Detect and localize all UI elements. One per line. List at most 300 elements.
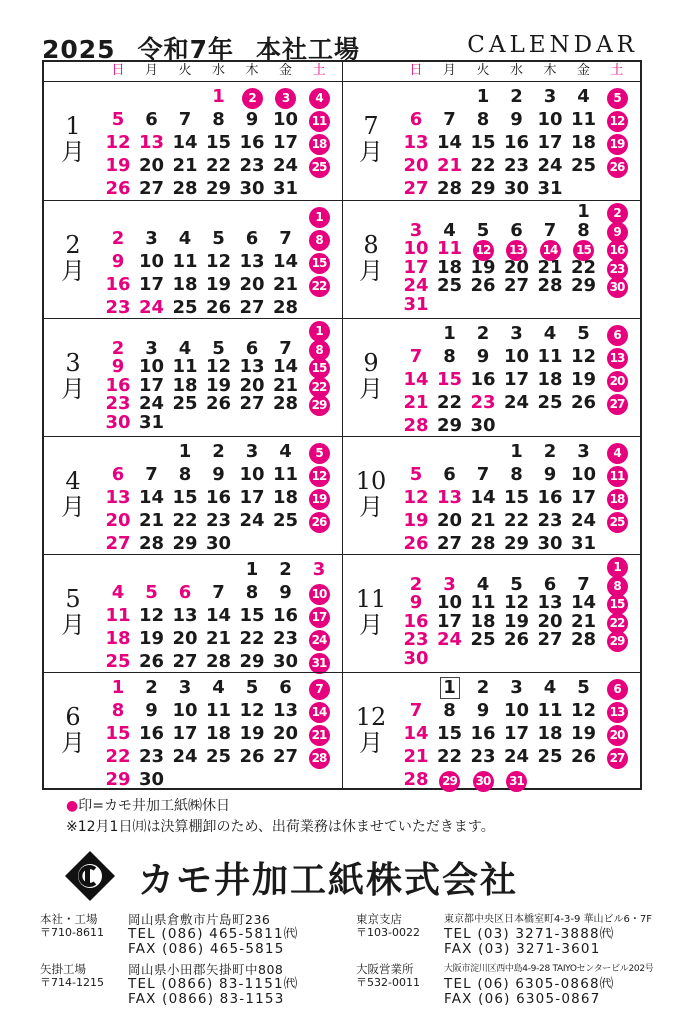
company-holiday-date: 15 xyxy=(302,250,336,273)
calendar-date: 27 xyxy=(172,651,198,672)
calendar-date: 17 xyxy=(239,487,265,508)
calendar-date: 20 xyxy=(172,628,198,649)
company-holiday-date: 25 xyxy=(302,154,336,177)
calendar-date: 8 xyxy=(212,109,225,130)
weekday-header: 金 xyxy=(576,63,590,78)
calendar-date: 16 xyxy=(239,132,265,153)
office-name: 東京支店 xyxy=(356,912,402,926)
calendar-date: 23 xyxy=(138,746,165,767)
company-holiday-date: 14 xyxy=(302,699,336,722)
calendar-date: 10 xyxy=(537,109,563,130)
calendar-date: 3 xyxy=(312,559,326,580)
calendar-date: 21 xyxy=(272,374,299,396)
calendar-date: 11 xyxy=(537,700,563,721)
calendar-date: 4 xyxy=(543,677,557,698)
calendar-date: 2 xyxy=(111,228,125,249)
month-block xyxy=(342,318,640,436)
company-holiday-date: 27 xyxy=(600,745,634,768)
company-holiday-date: 4 xyxy=(600,440,634,463)
calendar-date: 1 xyxy=(111,677,125,698)
calendar-date: 15 xyxy=(239,605,265,626)
calendar-date: 12 xyxy=(138,605,165,626)
calendar-date: 27 xyxy=(138,178,165,199)
calendar-date: 3 xyxy=(409,219,423,241)
calendar-date: 8 xyxy=(178,464,192,485)
weekday-header: 日 xyxy=(111,63,125,78)
calendar-date: 2 xyxy=(543,441,557,462)
calendar-date: 20 xyxy=(239,374,265,396)
inventory-notice: ※12月1日㈪は決算棚卸のため、出荷業務は休ませていただきます。 xyxy=(66,819,495,835)
calendar-date: 23 xyxy=(205,510,232,531)
company-holiday-date: 18 xyxy=(600,486,634,509)
calendar-date: 27 xyxy=(436,533,463,554)
calendar-date: 20 xyxy=(239,274,265,295)
calendar-date: 23 xyxy=(470,392,496,413)
calendar-date: 7 xyxy=(543,219,557,241)
calendar-date: 6 xyxy=(443,464,456,485)
calendar-date: 6 xyxy=(543,573,557,595)
calendar-date: 19 xyxy=(403,510,429,531)
calendar-date: 19 xyxy=(205,374,232,396)
calendar-date: 7 xyxy=(279,337,292,359)
calendar-date: 11 xyxy=(172,356,198,377)
company-holiday-date: 26 xyxy=(302,509,336,532)
month-block xyxy=(44,436,342,554)
company-holiday-date: 8 xyxy=(302,227,336,250)
office-zip: 〒710-8611 xyxy=(40,926,104,939)
office-address: 大阪市淀川区西中島4-9-28 TAIYOセンタービル202号 xyxy=(444,964,654,974)
calendar-date: 21 xyxy=(138,510,165,531)
calendar-date: 6 xyxy=(245,228,259,249)
company-holiday-date: 1 xyxy=(600,557,634,576)
calendar-date: 13 xyxy=(239,251,265,272)
calendar-date: 30 xyxy=(403,647,429,669)
calendar-date: 10 xyxy=(239,464,265,485)
calendar-date: 30 xyxy=(503,178,530,199)
company-holiday-date: 15 xyxy=(302,358,336,377)
company-holiday-date: 1 xyxy=(302,204,336,227)
calendar-date: 6 xyxy=(510,219,523,241)
calendar-date: 24 xyxy=(503,746,530,767)
company-holiday-date: 2 xyxy=(600,203,634,222)
calendar-date: 20 xyxy=(537,610,563,632)
calendar-date: 17 xyxy=(503,369,530,390)
calendar-date: 5 xyxy=(476,219,490,241)
company-holiday-date: 13 xyxy=(500,240,534,259)
calendar-date: 11 xyxy=(105,605,131,626)
calendar-date: 10 xyxy=(272,109,299,130)
month-label: 3 月 xyxy=(61,349,85,403)
calendar-date: 27 xyxy=(239,297,265,318)
calendar-date: 17 xyxy=(537,132,563,153)
calendar-date: 16 xyxy=(503,132,530,153)
company-holiday-date: 15 xyxy=(567,240,601,259)
calendar-date: 11 xyxy=(436,238,463,259)
company-holiday-date: 12 xyxy=(600,108,634,131)
weekday-header: 月 xyxy=(144,63,158,78)
calendar-date: 12 xyxy=(205,356,232,377)
calendar-date: 26 xyxy=(570,392,597,413)
calendar-date: 30 xyxy=(105,411,131,433)
weekday-header: 土 xyxy=(312,63,326,78)
month-label: 5 月 xyxy=(61,585,85,639)
weekday-header: 火 xyxy=(178,63,192,78)
office-fax: FAX (03) 3271-3601 xyxy=(444,941,601,957)
calendar-date: 2 xyxy=(476,677,490,698)
calendar-date: 24 xyxy=(172,746,198,767)
calendar-date: 14 xyxy=(403,369,429,390)
office-address: 岡山県倉敷市片島町236 xyxy=(128,912,271,927)
month-label: 4 月 xyxy=(61,467,85,521)
calendar-date: 19 xyxy=(503,610,530,632)
calendar-date: 4 xyxy=(212,677,225,698)
company-holiday-date: 31 xyxy=(302,650,336,673)
calendar-header xyxy=(42,28,642,62)
company-holiday-date: 30 xyxy=(466,768,500,791)
calendar-date: 29 xyxy=(239,651,265,672)
calendar-date: 14 xyxy=(470,487,496,508)
calendar-date: 26 xyxy=(138,651,165,672)
calendar-date: 16 xyxy=(272,605,299,626)
calendar-date: 12 xyxy=(403,487,429,508)
calendar-date: 19 xyxy=(105,155,131,176)
calendar-date: 14 xyxy=(403,723,429,744)
calendar-date: 26 xyxy=(570,746,597,767)
calendar-date: 22 xyxy=(105,746,131,767)
company-holiday-date: 29 xyxy=(433,768,467,791)
factory-label: 本社工場 xyxy=(256,35,361,64)
calendar-date: 4 xyxy=(476,573,490,595)
notes xyxy=(66,796,495,838)
company-holiday-date: 14 xyxy=(533,240,567,259)
company-holiday-date: 17 xyxy=(302,604,336,627)
calendar-date: 2 xyxy=(510,86,523,107)
calendar-date: 26 xyxy=(503,629,530,650)
calendar-date: 9 xyxy=(510,109,523,130)
calendar-date: 28 xyxy=(205,651,232,672)
calendar-date: 24 xyxy=(537,155,563,176)
calendar-date: 18 xyxy=(470,610,496,632)
calendar-date: 27 xyxy=(403,178,429,199)
calendar-date: 25 xyxy=(470,629,496,650)
calendar-date: 4 xyxy=(577,86,590,107)
calendar-date: 9 xyxy=(543,464,557,485)
calendar-date: 9 xyxy=(145,700,158,721)
company-holiday-date: 7 xyxy=(302,676,336,699)
calendar-date: 10 xyxy=(172,700,198,721)
month-label: 2 月 xyxy=(61,231,85,285)
calendar-date: 9 xyxy=(111,356,125,377)
calendar-date: 16 xyxy=(470,723,496,744)
company-holiday-date: 18 xyxy=(302,131,336,154)
company-holiday-date: 26 xyxy=(600,154,634,177)
office-zip: 〒103-0022 xyxy=(356,926,420,939)
calendar-date: 3 xyxy=(510,677,523,698)
calendar-date: 4 xyxy=(178,228,192,249)
calendar-date: 29 xyxy=(436,415,463,436)
calendar-date: 24 xyxy=(570,510,597,531)
calendar-date: 22 xyxy=(205,155,232,176)
calendar-date: 17 xyxy=(272,132,299,153)
calendar-date: 15 xyxy=(205,132,232,153)
company-holiday-date: 20 xyxy=(600,368,634,391)
company-holiday-date: 21 xyxy=(302,722,336,745)
calendar-date: 22 xyxy=(503,510,530,531)
calendar-date: 7 xyxy=(145,464,158,485)
calendar-date: 3 xyxy=(145,337,158,359)
calendar-date: 15 xyxy=(436,723,463,744)
calendar-date: 15 xyxy=(172,487,198,508)
calendar-date: 7 xyxy=(476,464,490,485)
holiday-legend xyxy=(66,796,495,817)
calendar-date: 24 xyxy=(436,629,463,650)
calendar-date: 31 xyxy=(403,293,429,315)
month-label: 7 月 xyxy=(359,112,383,166)
calendar-date: 1 xyxy=(178,441,192,462)
calendar-date: 29 xyxy=(570,275,597,296)
calendar-date: 5 xyxy=(577,677,590,698)
month-block xyxy=(342,672,640,790)
month-block xyxy=(342,554,640,672)
calendar-date: 22 xyxy=(239,628,265,649)
calendar-date: 7 xyxy=(178,109,192,130)
calendar-date: 7 xyxy=(279,228,292,249)
calendar-date: 8 xyxy=(443,346,456,367)
calendar-date: 28 xyxy=(436,178,463,199)
calendar-date: 18 xyxy=(105,628,131,649)
company-holiday-date: 1 xyxy=(302,321,336,340)
calendar-date: 20 xyxy=(105,510,131,531)
calendar-date: 17 xyxy=(570,487,597,508)
calendar-date: 11 xyxy=(470,592,496,613)
calendar-date: 6 xyxy=(409,109,423,130)
calendar-date: 8 xyxy=(476,109,490,130)
company-holiday-date: 28 xyxy=(302,745,336,768)
calendar-date: 4 xyxy=(279,441,292,462)
weekday-header: 土 xyxy=(610,63,624,78)
calendar-date: 5 xyxy=(212,337,225,359)
calendar-date: 8 xyxy=(245,582,259,603)
calendar-date: 18 xyxy=(436,256,463,278)
calendar-date: 24 xyxy=(138,393,165,414)
calendar-date: 10 xyxy=(503,346,530,367)
calendar-date: 27 xyxy=(537,629,563,650)
calendar-date: 14 xyxy=(272,251,299,272)
calendar-date: 14 xyxy=(436,132,463,153)
calendar-date: 4 xyxy=(543,323,557,344)
calendar-date: 2 xyxy=(279,559,292,580)
calendar-date: 20 xyxy=(436,510,463,531)
calendar-date: 18 xyxy=(570,132,597,153)
calendar-date: 13 xyxy=(172,605,198,626)
weekday-header: 水 xyxy=(509,63,523,78)
company-holiday-date: 12 xyxy=(466,240,500,259)
calendar-date: 14 xyxy=(570,592,597,613)
office-yakage xyxy=(40,962,340,1008)
office-tel: TEL (06) 6305-0868㈹ xyxy=(444,976,615,992)
calendar-date: 16 xyxy=(537,487,563,508)
calendar-date: 30 xyxy=(138,769,165,790)
calendar-date: 29 xyxy=(470,178,496,199)
company-holiday-date: 12 xyxy=(302,463,336,486)
calendar-date: 15 xyxy=(503,487,530,508)
calendar-date: 30 xyxy=(272,651,299,672)
calendar-date: 10 xyxy=(138,251,165,272)
calendar-date: 30 xyxy=(470,415,496,436)
calendar-date: 14 xyxy=(205,605,232,626)
office-fax: FAX (06) 6305-0867 xyxy=(444,991,601,1007)
calendar-date: 3 xyxy=(443,573,456,595)
company-holiday-date: 23 xyxy=(600,259,634,278)
month-block xyxy=(44,200,342,318)
month-block xyxy=(342,200,640,318)
calendar-date: 9 xyxy=(212,464,225,485)
calendar-date: 7 xyxy=(577,573,590,595)
calendar-date: 19 xyxy=(138,628,165,649)
calendar-date: 1 xyxy=(433,676,467,699)
calendar-date: 3 xyxy=(245,441,259,462)
calendar-date: 8 xyxy=(111,700,125,721)
calendar-date: 28 xyxy=(470,533,496,554)
calendar-date: 28 xyxy=(172,178,198,199)
company-holiday-date: 30 xyxy=(600,277,634,296)
company-holiday-date: 22 xyxy=(302,377,336,396)
company-holiday-date: 16 xyxy=(600,240,634,259)
calendar-date: 16 xyxy=(105,374,131,396)
calendar-date: 13 xyxy=(105,487,131,508)
calendar-date: 11 xyxy=(205,700,232,721)
calendar-date: 30 xyxy=(205,533,232,554)
calendar-date: 2 xyxy=(409,573,423,595)
calendar-date: 13 xyxy=(537,592,563,613)
company-holiday-date: 2 xyxy=(235,85,269,108)
company-holiday-date: 11 xyxy=(600,463,634,486)
company-holiday-date: 25 xyxy=(600,509,634,532)
calendar-date: 3 xyxy=(543,86,557,107)
company-holiday-date: 4 xyxy=(302,85,336,108)
calendar-date: 24 xyxy=(239,510,265,531)
calendar-date: 9 xyxy=(409,592,423,613)
calendar-date: 14 xyxy=(172,132,198,153)
calendar-date: 10 xyxy=(570,464,597,485)
calendar-date: 5 xyxy=(111,109,125,130)
calendar-date: 21 xyxy=(570,610,597,632)
calendar-date: 21 xyxy=(436,155,463,176)
calendar-date: 23 xyxy=(272,628,299,649)
calendar-date: 13 xyxy=(272,700,299,721)
month-label: 11 月 xyxy=(355,585,387,639)
calendar-date: 27 xyxy=(105,533,131,554)
calendar-date: 18 xyxy=(537,369,563,390)
calendar-date: 28 xyxy=(537,275,563,296)
calendar-date: 7 xyxy=(212,582,225,603)
calendar-date: 10 xyxy=(403,238,429,259)
calendar-date: 21 xyxy=(403,392,429,413)
calendar-date: 17 xyxy=(138,374,165,396)
month-block xyxy=(342,436,640,554)
month-block xyxy=(44,554,342,672)
calendar-date: 9 xyxy=(111,251,125,272)
calendar-date: 17 xyxy=(503,723,530,744)
office-name: 大阪営業所 xyxy=(356,962,414,976)
era-label: 令和7年 xyxy=(137,35,234,64)
calendar-date: 22 xyxy=(436,392,463,413)
calendar-date: 13 xyxy=(239,356,265,377)
calendar-date: 27 xyxy=(272,746,299,767)
calendar-date: 5 xyxy=(145,582,158,603)
calendar-date: 21 xyxy=(172,155,198,176)
company-holiday-date: 29 xyxy=(600,631,634,650)
calendar-date: 26 xyxy=(403,533,429,554)
calendar-date: 21 xyxy=(470,510,496,531)
company-holiday-date: 20 xyxy=(600,722,634,745)
calendar-date: 1 xyxy=(212,86,225,107)
calendar-date: 2 xyxy=(145,677,158,698)
calendar-date: 24 xyxy=(272,155,299,176)
month-label: 6 月 xyxy=(61,703,85,757)
calendar-date: 8 xyxy=(577,219,590,241)
calendar-date: 31 xyxy=(570,533,597,554)
calendar-date: 19 xyxy=(570,369,597,390)
calendar-date: 23 xyxy=(503,155,530,176)
calendar-date: 28 xyxy=(403,769,429,790)
company-holiday-date: 11 xyxy=(302,108,336,131)
weekday-header: 日 xyxy=(409,63,423,78)
calendar-date: 6 xyxy=(145,109,158,130)
company-holiday-date: 5 xyxy=(600,85,634,108)
calendar-date: 26 xyxy=(105,178,131,199)
calendar-date: 8 xyxy=(443,700,456,721)
calendar-date: 11 xyxy=(570,109,597,130)
calendar-date: 20 xyxy=(403,155,429,176)
company-holiday-date: 6 xyxy=(600,322,634,345)
calendar-date: 16 xyxy=(138,723,165,744)
calendar-date: 28 xyxy=(272,393,299,414)
calendar-date: 12 xyxy=(503,592,530,613)
company-holiday-date: 31 xyxy=(500,768,534,791)
calendar-date: 31 xyxy=(272,178,299,199)
company-holiday-date: 27 xyxy=(600,391,634,414)
calendar-date: 7 xyxy=(409,700,423,721)
calendar-date: 24 xyxy=(503,392,530,413)
month-block xyxy=(342,82,640,200)
calendar-date: 3 xyxy=(145,228,158,249)
office-headquarters xyxy=(40,912,340,958)
calendar-date: 2 xyxy=(111,337,125,359)
calendar-date: 1 xyxy=(476,86,490,107)
holiday-legend-text: 印=カモ井加工紙㈱休日 xyxy=(78,798,230,814)
calendar-date: 23 xyxy=(105,297,131,318)
calendar-date: 1 xyxy=(443,323,456,344)
calendar-date: 18 xyxy=(205,723,232,744)
calendar-date: 19 xyxy=(205,274,232,295)
month-label: 12 月 xyxy=(355,703,387,757)
calendar-date: 21 xyxy=(205,628,232,649)
calendar-date: 1 xyxy=(577,201,590,222)
company-holiday-date: 15 xyxy=(600,594,634,613)
calendar-date: 22 xyxy=(570,256,597,278)
calendar-date: 15 xyxy=(470,132,496,153)
company-holiday-date: 3 xyxy=(269,85,303,108)
calendar-date: 24 xyxy=(138,297,165,318)
weekday-header: 月 xyxy=(442,63,456,78)
calendar-date: 21 xyxy=(537,256,563,278)
calendar-date: 20 xyxy=(272,723,299,744)
calendar-date: 23 xyxy=(239,155,265,176)
calendar-date: 15 xyxy=(105,723,131,744)
company-holiday-date: 5 xyxy=(302,440,336,463)
office-fax: FAX (086) 465-5815 xyxy=(128,941,285,957)
